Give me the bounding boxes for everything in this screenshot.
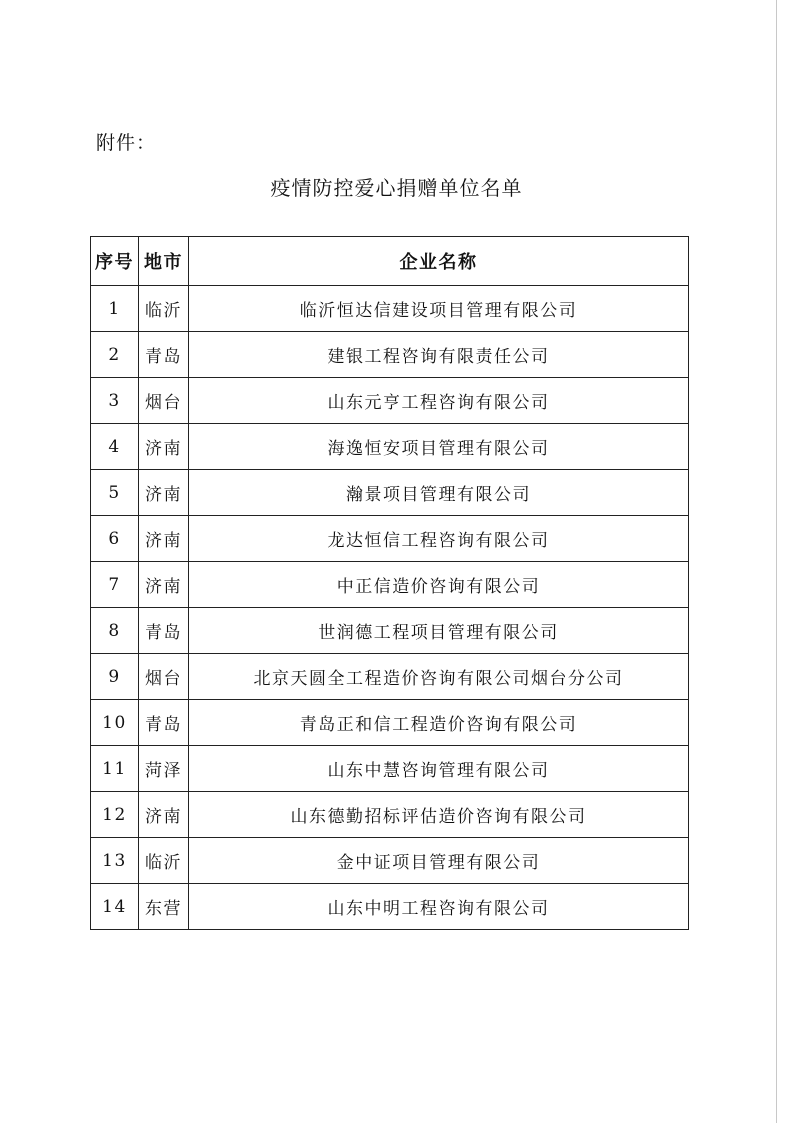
cell-company-name: 建银工程咨询有限责任公司 [189,332,689,378]
table-row [91,286,689,332]
scan-edge-line [776,0,777,1123]
cell-serial-number: 1 [91,286,139,332]
cell-serial-number: 4 [91,424,139,470]
cell-city: 东营 [139,884,189,930]
cell-company-name: 山东德勤招标评估造价咨询有限公司 [189,792,689,838]
cell-city: 临沂 [139,286,189,332]
header-company-name: 企业名称 [189,237,689,286]
cell-city: 菏泽 [139,746,189,792]
cell-city: 临沂 [139,838,189,884]
cell-serial-number: 8 [91,608,139,654]
cell-serial-number: 11 [91,746,139,792]
cell-city: 济南 [139,792,189,838]
cell-company-name: 瀚景项目管理有限公司 [189,470,689,516]
table-row [91,792,689,838]
cell-city: 济南 [139,562,189,608]
table-row [91,332,689,378]
cell-city: 青岛 [139,608,189,654]
table-row [91,838,689,884]
cell-serial-number: 3 [91,378,139,424]
cell-company-name: 中正信造价咨询有限公司 [189,562,689,608]
cell-serial-number: 12 [91,792,139,838]
cell-serial-number: 2 [91,332,139,378]
cell-company-name: 北京天圆全工程造价咨询有限公司烟台分公司 [189,654,689,700]
cell-serial-number: 10 [91,700,139,746]
table-row [91,378,689,424]
cell-company-name: 山东元亨工程咨询有限公司 [189,378,689,424]
cell-serial-number: 13 [91,838,139,884]
cell-city: 济南 [139,470,189,516]
table-row [91,700,689,746]
table-row [91,608,689,654]
cell-company-name: 山东中明工程咨询有限公司 [189,884,689,930]
cell-company-name: 海逸恒安项目管理有限公司 [189,424,689,470]
cell-company-name: 青岛正和信工程造价咨询有限公司 [189,700,689,746]
header-city: 地市 [139,237,189,286]
table-row [91,516,689,562]
cell-serial-number: 5 [91,470,139,516]
cell-city: 烟台 [139,378,189,424]
donor-table [90,236,689,930]
table-row [91,424,689,470]
cell-city: 青岛 [139,700,189,746]
table-row [91,562,689,608]
table-row [91,654,689,700]
cell-serial-number: 14 [91,884,139,930]
table-row [91,746,689,792]
cell-company-name: 山东中慧咨询管理有限公司 [189,746,689,792]
cell-serial-number: 6 [91,516,139,562]
cell-company-name: 金中证项目管理有限公司 [189,838,689,884]
cell-city: 济南 [139,516,189,562]
cell-serial-number: 9 [91,654,139,700]
table-row [91,884,689,930]
attachment-label: 附件： [96,132,157,154]
cell-company-name: 龙达恒信工程咨询有限公司 [189,516,689,562]
cell-city: 青岛 [139,332,189,378]
cell-serial-number: 7 [91,562,139,608]
cell-city: 济南 [139,424,189,470]
cell-company-name: 临沂恒达信建设项目管理有限公司 [189,286,689,332]
document-title: 疫情防控爱心捐赠单位名单 [270,176,523,200]
table-header-row [91,237,689,286]
cell-company-name: 世润德工程项目管理有限公司 [189,608,689,654]
header-serial-number: 序号 [91,237,139,286]
table-row [91,470,689,516]
cell-city: 烟台 [139,654,189,700]
